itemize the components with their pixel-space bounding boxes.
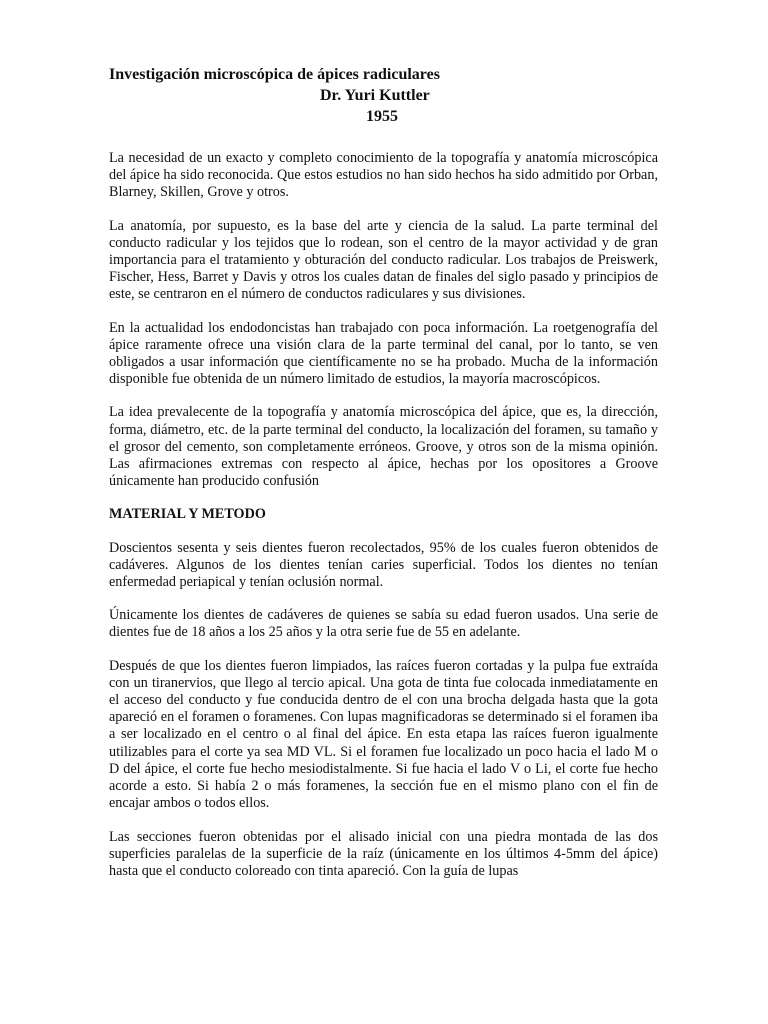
paragraph-method-4: Las secciones fueron obtenidas por el alisado inicial con una piedra montada de las dos superficies paralelas de la superficie de la raíz (únicamente en los últimos 4-5mm del ápice) hasta que el conducto coloreado con tinta apareció. Con la guía de lupas [109, 828, 658, 879]
paragraph-method-1: Doscientos sesenta y seis dientes fueron recolectados, 95% de los cuales fueron obtenidos de cadáveres. Algunos de los dientes tenían caries superficial. Todos los dientes no tenían enfermedad periapical y tenían oclusión normal. [109, 539, 658, 591]
paragraph-method-2: Únicamente los dientes de cadáveres de quienes se sabía su edad fueron usados. Una serie de dientes fue de 18 años a los 25 años y la otra serie fue de 55 en adelante. [109, 607, 658, 641]
paragraph-intro-4: La idea prevalecente de la topografía y anatomía microscópica del ápice, que es, la dirección, forma, diámetro, etc. de la parte terminal del conducto, la localización del foramen, su tamaño y el grosor del cemento, son completamente erróneos. Groove, y otros son de la misma opinión. Las afirmaciones extremas con respecto al ápice, hechas por los opositores a Groove únicamente han producido confusión [109, 404, 658, 490]
section-heading: MATERIAL Y METODO [109, 506, 266, 523]
document-page [109, 64, 658, 880]
document-title: Investigación microscópica de ápices radiculares [109, 66, 440, 83]
paragraph-intro-2: La anatomía, por supuesto, es la base del arte y ciencia de la salud. La parte terminal del conducto radicular y los tejidos que lo rodean, son el centro de la mayor actividad y de gran importancia para el tratamiento y obturación del conducto radicular. Los trabajos de Preiswerk, Fischer, Hess, Barret y Davis y otros los cuales datan de finales del siglo pasado y principios de este, se centraron en el número de conductos radiculares y sus divisiones. [109, 217, 658, 303]
paragraph-method-3: Después de que los dientes fueron limpiados, las raíces fueron cortadas y la pulpa fue extraída con un tiranervios, que llego al tercio apical. Una gota de tinta fue colocada inmediatamente en el acceso del conducto y fue conducida dentro de el con una brocha delgada hasta que la gota apareció en el foramen o foramenes. Con lupas magnificadoras se determinado si el foramen iba a ser localizado en el centro o al final del ápice. En esta etapa las raíces fueron igualmente utilizables para el corte ya sea MD VL. Si el foramen fue localizado un poco hacia el lado M o D del ápice, el corte fue hecho mesiodistalmente. Si fue hacia el lado V o Li, el corte fue hecho acorde a esto. Si había 2 o más foramenes, la sección fue en el mismo plano con el fin de encajar ambos o todos ellos. [109, 657, 658, 812]
paragraph-intro-3: En la actualidad los endodoncistas han trabajado con poca información. La roetgenografía del ápice raramente ofrece una visión clara de la parte terminal del canal, por lo tanto, se ven obligados a usar información que científicamente no se ha probado. Mucha de la información disponible fue obtenida de un número limitado de estudios, la mayoría macroscópicos. [109, 319, 658, 388]
document-year: 1955 [366, 108, 398, 125]
paragraph-intro-1: La necesidad de un exacto y completo conocimiento de la topografía y anatomía microscópica del ápice ha sido reconocida. Que estos estudios no han sido hechos ha sido admitido por Orban, Blarney, Skillen, Grove y otros. [109, 150, 658, 201]
document-author: Dr. Yuri Kuttler [320, 87, 430, 104]
